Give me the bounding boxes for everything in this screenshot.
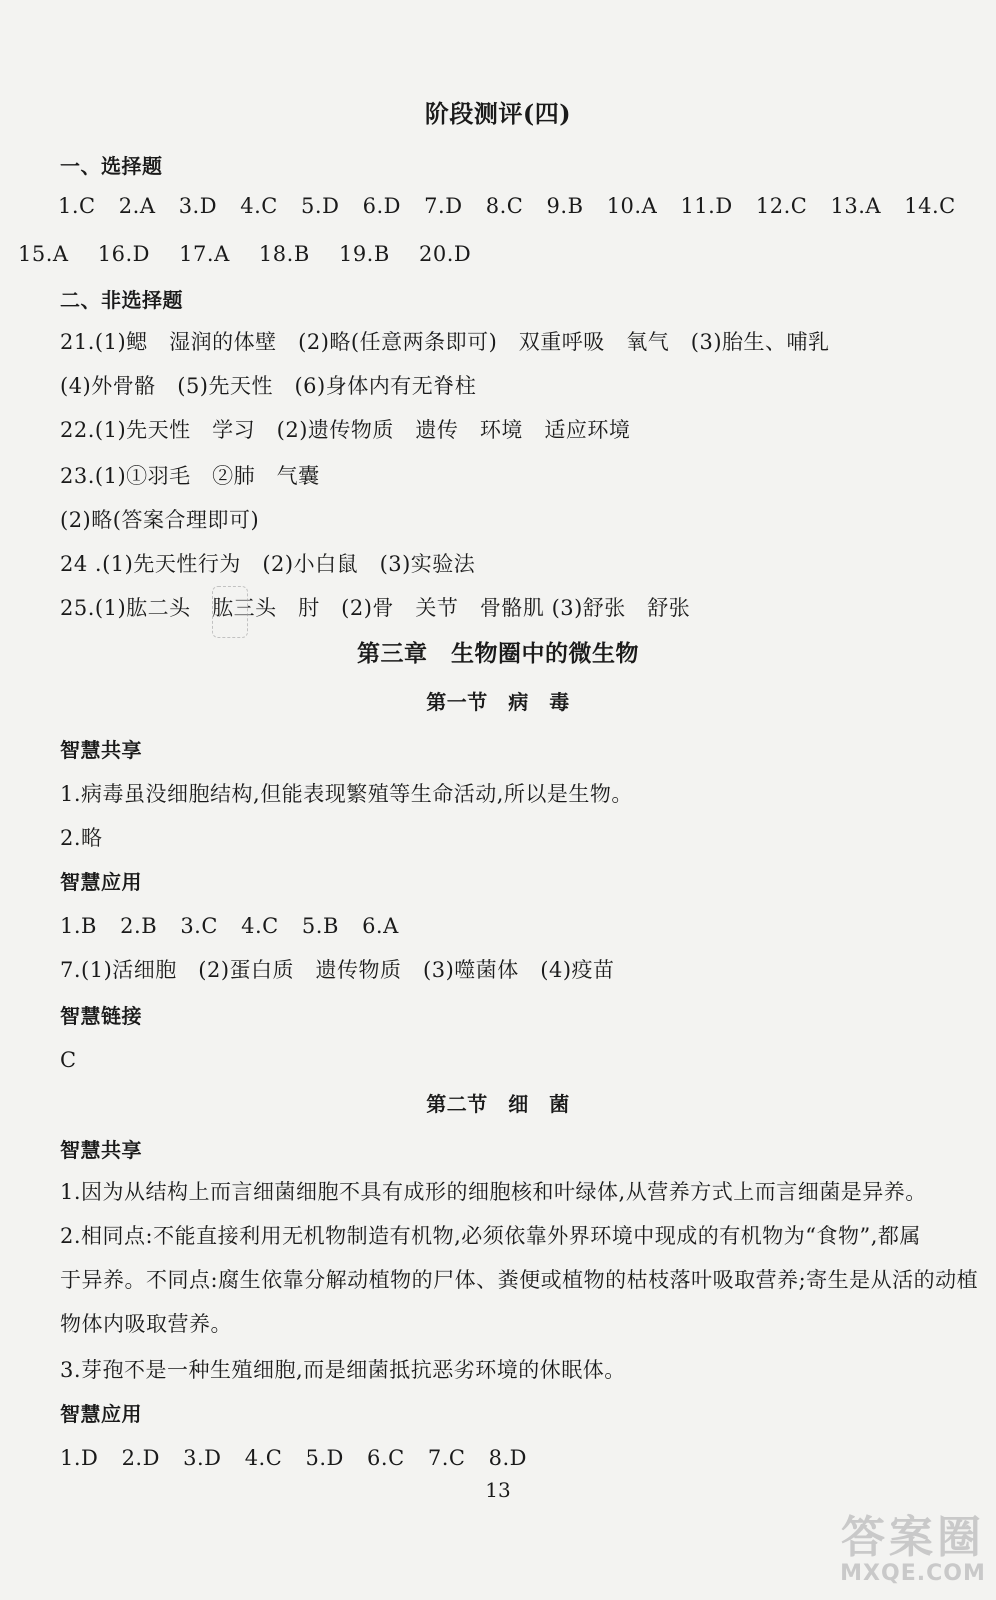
stamp-mark	[212, 586, 248, 638]
answer-item: 1.D	[60, 1446, 99, 1470]
answer-item: 5.D	[301, 194, 340, 218]
q21-line-2: (4)外骨骼 (5)先天性 (6)身体内有无脊柱	[60, 374, 477, 398]
answer-item: 1.B	[60, 914, 97, 938]
section-2-title: 第二节 细 菌	[426, 1092, 570, 1116]
answer-item: 14.C	[904, 194, 956, 218]
answer-item: 5.D	[305, 1446, 344, 1470]
s2-share-3: 3.芽孢不是一种生殖细胞,而是细菌抵抗恶劣环境的休眠体。	[60, 1358, 626, 1382]
q25: 25.(1)肱二头 肱三头 肘 (2)骨 关节 骨骼肌 (3)舒张 舒张	[60, 596, 691, 620]
s2-share-2-line-2: 于异养。不同点:腐生依靠分解动植物的尸体、粪便或植物的枯枝落叶吸取营养;寄生是从活的动植	[60, 1268, 979, 1292]
answer-item: 1.C	[58, 194, 96, 218]
s1-apply-7: 7.(1)活细胞 (2)蛋白质 遗传物质 (3)噬菌体 (4)疫苗	[60, 958, 615, 982]
section-1-title: 第一节 病 毒	[426, 690, 570, 714]
watermark-text: 答案圈	[841, 1512, 985, 1563]
s1-share-heading: 智慧共享	[60, 738, 142, 762]
s2-share-2-line-3: 物体内吸取营养。	[60, 1312, 232, 1336]
answer-item: 4.C	[240, 194, 278, 218]
answer-item: 2.D	[121, 1446, 160, 1470]
chapter-title: 第三章 生物圈中的微生物	[357, 640, 639, 667]
q24: 24 .(1)先天性行为 (2)小白鼠 (3)实验法	[60, 552, 476, 576]
answer-item: 8.C	[485, 194, 524, 218]
q22: 22.(1)先天性 学习 (2)遗传物质 遗传 环境 适应环境	[60, 418, 631, 442]
answer-item: 10.A	[606, 194, 658, 218]
answer-item: 7.C	[427, 1446, 466, 1470]
q21-line-1: 21.(1)鳃 湿润的体壁 (2)略(任意两条即可) 双重呼吸 氧气 (3)胎生、哺乳	[60, 330, 830, 354]
watermark-url: MXQE.COM	[840, 1561, 986, 1586]
s2-share-2-line-1: 2.相同点:不能直接利用无机物制造有机物,必须依靠外界环境中现成的有机物为“食物”,都属	[60, 1224, 921, 1248]
s1-link-answer: C	[60, 1048, 77, 1072]
answer-item: 18.B	[258, 242, 310, 266]
choice-answers-row-2	[18, 240, 493, 268]
s2-share-heading: 智慧共享	[60, 1138, 142, 1162]
choice-heading: 一、选择题	[60, 154, 163, 178]
answer-item: 19.B	[338, 242, 390, 266]
answer-item: 6.C	[367, 1446, 405, 1470]
s2-apply-heading: 智慧应用	[60, 1402, 142, 1426]
s1-share-1: 1.病毒虽没细胞结构,但能表现繁殖等生命活动,所以是生物。	[60, 782, 633, 806]
page-title: 阶段测评(四)	[424, 99, 572, 128]
s2-share-1: 1.因为从结构上而言细菌细胞不具有成形的细胞核和叶绿体,从营养方式上而言细菌是异养。	[60, 1180, 927, 1204]
q23-line-2: (2)略(答案合理即可)	[60, 508, 260, 532]
s2-apply-answers	[60, 1444, 543, 1472]
answer-item: 13.A	[830, 194, 882, 218]
s1-apply-answers	[60, 912, 415, 940]
answer-item: 6.D	[362, 194, 401, 218]
answer-item: 15.A	[18, 242, 69, 266]
answer-item: 3.D	[183, 1446, 222, 1470]
q23-line-1: 23.(1)①羽毛 ②肺 气囊	[60, 464, 320, 488]
s1-apply-heading: 智慧应用	[60, 870, 142, 894]
answer-item: 2.A	[118, 194, 156, 218]
answer-item: 7.D	[424, 194, 463, 218]
answer-item: 6.A	[362, 914, 399, 938]
answer-item: 16.D	[97, 242, 150, 266]
answer-item: 9.B	[546, 194, 584, 218]
answer-item: 3.C	[180, 914, 218, 938]
answer-item: 11.D	[680, 194, 733, 218]
answer-item: 17.A	[179, 242, 230, 266]
page-number: 13	[485, 1478, 511, 1502]
non-choice-heading: 二、非选择题	[60, 288, 183, 312]
answer-item: 4.C	[244, 1446, 283, 1470]
answer-item: 8.D	[488, 1446, 528, 1470]
answer-item: 2.B	[120, 914, 158, 938]
watermark-logo	[838, 1514, 988, 1592]
answer-item: 5.B	[301, 914, 339, 938]
answer-item: 3.D	[178, 194, 218, 218]
answer-item: 12.C	[755, 194, 808, 218]
answer-item: 4.C	[241, 914, 279, 938]
s1-share-2: 2.略	[60, 826, 103, 850]
answer-item: 20.D	[418, 242, 472, 266]
choice-answers-row-1	[58, 192, 956, 220]
s1-link-heading: 智慧链接	[60, 1004, 142, 1028]
